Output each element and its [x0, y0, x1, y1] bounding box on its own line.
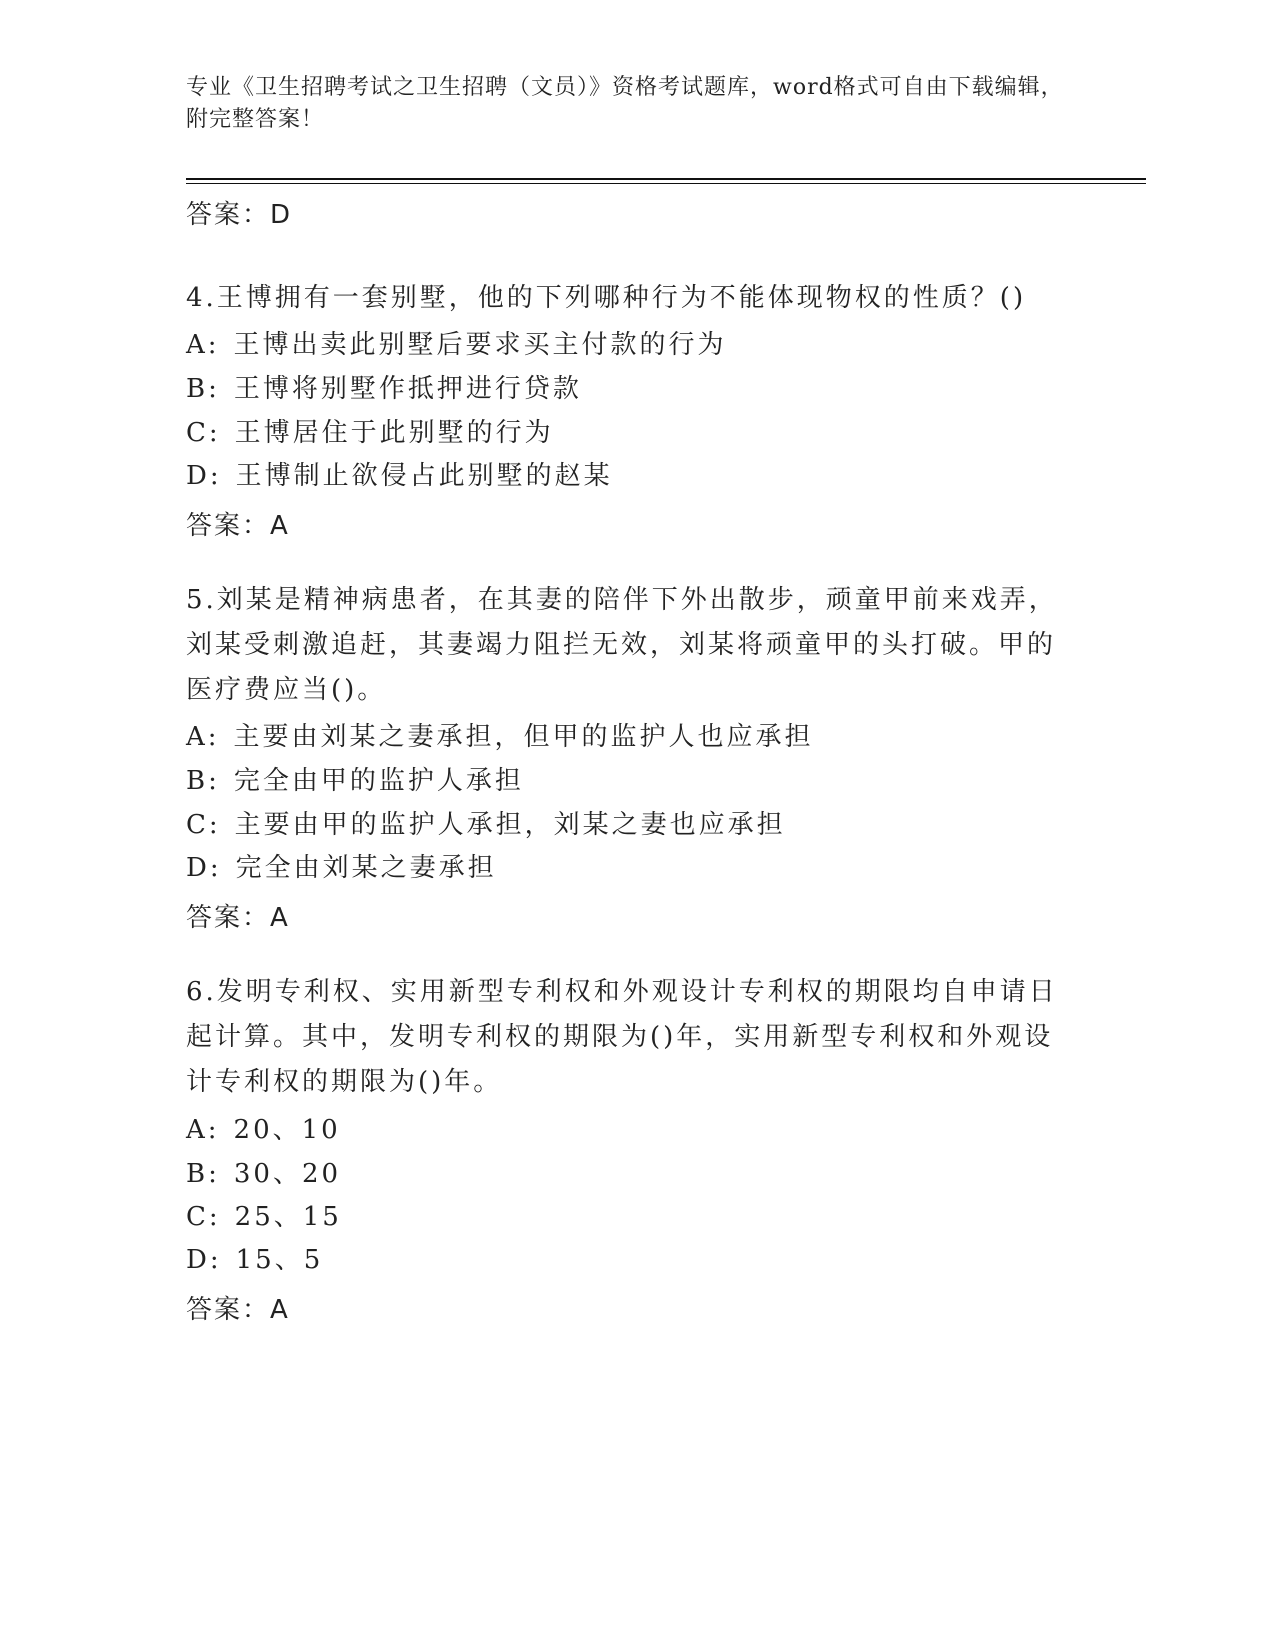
question-5-option-c: C: 主要由甲的监护人承担，刘某之妻也应承担 — [186, 810, 786, 840]
question-6-stem: 6.发明专利权、实用新型专利权和外观设计专利权的期限均自申请日起计算。其中，发明专利权的期限为()年，实用新型专利权和外观设计专利权的期限为()年。 — [186, 977, 1058, 1097]
question-4-option-a: A: 王博出卖此别墅后要求买主付款的行为 — [186, 330, 727, 360]
question-4-stem: 4.王博拥有一套别墅，他的下列哪种行为不能体现物权的性质？() — [186, 283, 1027, 313]
question-4-option-c: C: 王博居住于此别墅的行为 — [186, 418, 554, 448]
question-6-option-c: C: 25、15 — [186, 1202, 342, 1232]
question-4-option-d: D: 王博制止欲侵占此别墅的赵某 — [186, 461, 613, 491]
header-rule-thin — [186, 183, 1146, 184]
question-5-stem: 5.刘某是精神病患者，在其妻的陪伴下外出散步，顽童甲前来戏弄，刘某受刺激追赶，其妻竭力阻拦无效，刘某将顽童甲的头打破。甲的医疗费应当()。 — [186, 585, 1058, 705]
question-5-option-d: D: 完全由刘某之妻承担 — [186, 853, 497, 883]
answer-6: 答案：A — [186, 1295, 290, 1325]
question-5-option-a: A: 主要由刘某之妻承担，但甲的监护人也应承担 — [186, 722, 814, 752]
question-6-option-d: D: 15、5 — [186, 1245, 324, 1275]
answer-5: 答案：A — [186, 903, 290, 933]
answer-3: 答案：D — [186, 200, 293, 230]
question-6-option-b: B: 30、20 — [186, 1159, 342, 1189]
question-6-option-a: A: 20、10 — [186, 1115, 341, 1145]
document-header: 专业《卫生招聘考试之卫生招聘（文员）》资格考试题库，word格式可自由下载编辑，附完整答案！ — [186, 75, 1064, 132]
question-5-option-b: B: 完全由甲的监护人承担 — [186, 766, 524, 796]
answer-4: 答案：A — [186, 511, 290, 541]
header-rule-thick — [186, 178, 1146, 180]
question-4-option-b: B: 王博将别墅作抵押进行贷款 — [186, 374, 582, 404]
